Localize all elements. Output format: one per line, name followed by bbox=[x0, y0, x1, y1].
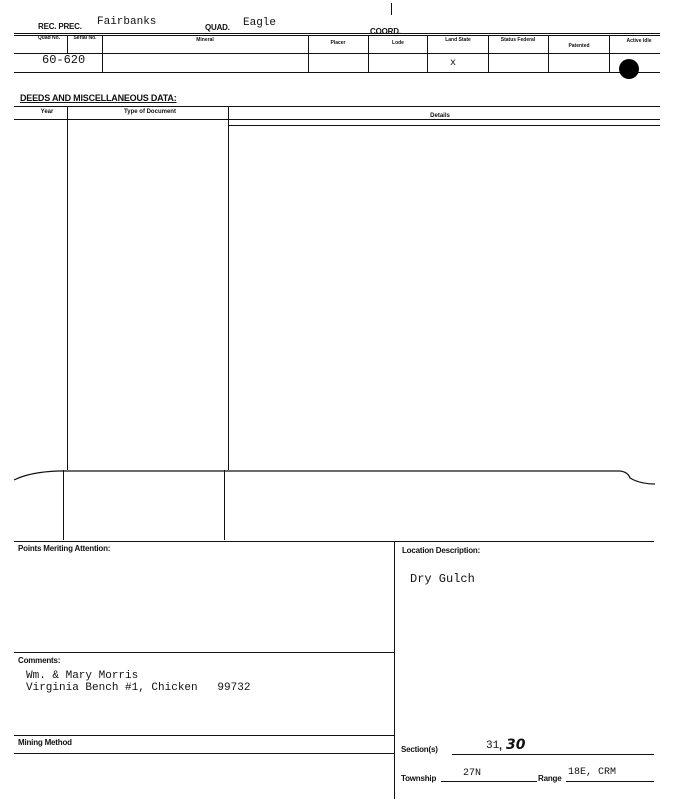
header-rule bbox=[14, 33, 660, 34]
col-divider bbox=[368, 35, 369, 72]
col-divider bbox=[548, 35, 549, 72]
location-value: Dry Gulch bbox=[410, 572, 475, 586]
col-divider bbox=[609, 35, 610, 72]
col-status-federal: Status Federal bbox=[500, 37, 536, 43]
section-label: Section(s) bbox=[401, 745, 438, 754]
location-label: Location Description: bbox=[402, 546, 481, 555]
crop-mark bbox=[391, 3, 392, 15]
col-year: Year bbox=[40, 109, 54, 115]
lower-section-divider bbox=[394, 541, 395, 799]
col-active-idle: Active Idle bbox=[626, 38, 652, 44]
mining-method-underline bbox=[14, 753, 394, 754]
comments-line-2: Virginia Bench #1, Chicken 99732 bbox=[26, 682, 251, 694]
details-rule bbox=[228, 125, 660, 126]
section-handwritten: 30 bbox=[506, 737, 526, 753]
rec-prec-value: Fairbanks bbox=[97, 16, 157, 28]
col-serial-no: Serial No. bbox=[73, 35, 97, 41]
deeds-top-rule bbox=[14, 106, 660, 107]
table-bottom-rule bbox=[14, 72, 660, 73]
range-label: Range bbox=[538, 774, 562, 783]
table-header-rule bbox=[14, 53, 660, 54]
col-divider bbox=[67, 35, 68, 53]
col-divider bbox=[427, 35, 428, 72]
col-divider bbox=[102, 35, 103, 72]
range-line bbox=[566, 781, 654, 782]
col-mineral: Mineral bbox=[196, 37, 214, 43]
township-label: Township bbox=[401, 774, 437, 783]
header-rule-2 bbox=[14, 35, 660, 36]
quad-value: Eagle bbox=[243, 17, 277, 29]
col-land-state: Land State bbox=[445, 37, 471, 43]
deeds-col-divider bbox=[67, 106, 68, 470]
mining-method-rule bbox=[14, 735, 394, 736]
comments-rule bbox=[14, 652, 394, 653]
coord-label: COORD. bbox=[370, 27, 401, 36]
township-line bbox=[441, 781, 537, 782]
mining-method-label: Mining Method bbox=[18, 738, 72, 747]
col-details: Details bbox=[430, 113, 450, 119]
quad-label: QUAD. bbox=[205, 23, 230, 32]
comments-label: Comments: bbox=[18, 656, 61, 665]
col-divider bbox=[308, 35, 309, 72]
col-patented: Patented bbox=[568, 43, 590, 49]
col-quad-no: Quad No. bbox=[37, 35, 61, 41]
col-divider bbox=[488, 35, 489, 72]
col-type-of-document: Type of Document bbox=[124, 109, 176, 115]
page-seam bbox=[0, 460, 678, 490]
points-label: Points Meriting Attention: bbox=[18, 544, 111, 553]
quad-no-value: 60-620 bbox=[42, 53, 86, 67]
deeds-col-divider bbox=[228, 106, 229, 470]
section-line bbox=[452, 754, 654, 755]
range-value: 18E, CRM bbox=[568, 767, 617, 778]
township-value: 27N bbox=[463, 768, 482, 779]
section-separator: , bbox=[499, 740, 503, 752]
rec-prec-label: REC. PREC. bbox=[38, 22, 82, 31]
comments-line-1: Wm. & Mary Morris bbox=[26, 670, 139, 682]
col-lode: Lode bbox=[392, 40, 404, 46]
col-placer: Placer bbox=[330, 40, 346, 46]
deeds-header-rule bbox=[14, 119, 660, 120]
lower-section-rule bbox=[14, 541, 654, 542]
land-state-mark: x bbox=[450, 58, 457, 69]
active-indicator-dot bbox=[619, 59, 639, 79]
deeds-title: DEEDS AND MISCELLANEOUS DATA: bbox=[20, 93, 177, 103]
section-value: 31 bbox=[486, 740, 500, 752]
